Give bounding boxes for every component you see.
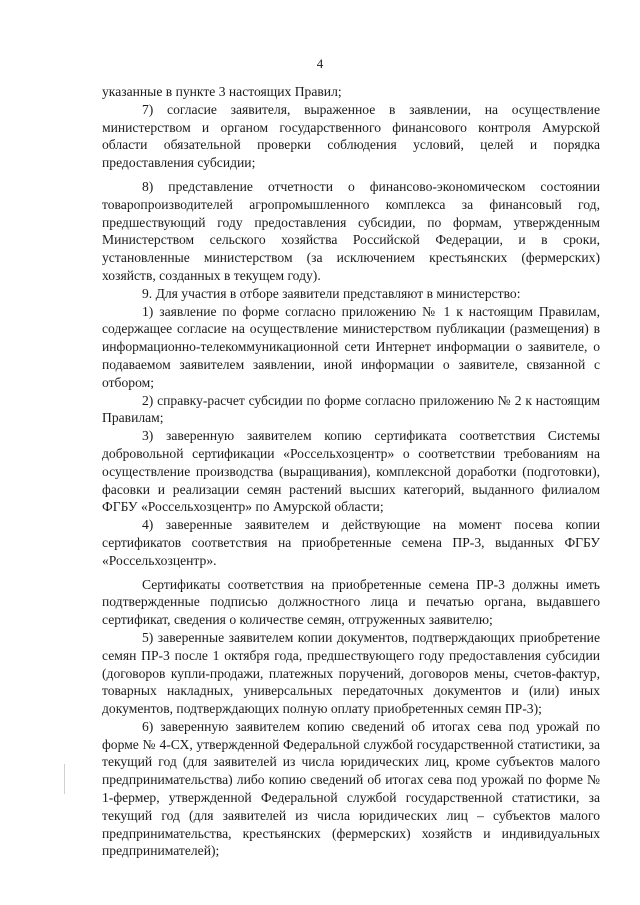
paragraph-subitem-6: 6) заверенную заявителем копию сведений об итогах сева под урожай по форме № 4-СХ, утвержденной Федеральной службой государственной статистики, за текущий год (для заявителей из числа юридических лиц, кроме субъектов малого предпринимательства) либо копию сведений об итогах сева под урожай по форме № 1-фермер, утвержденной Федеральной службой государственной статистики, за текущий год (для заявителей из числа юридических лиц – субъектов малого предпринимательства, крестьянских (фермерских) хозяйств и индивидуальных предпринимателей); [102,718,600,859]
paragraph-subitem-4: 4) заверенные заявителем и действующие на момент посева копии сертификатов соответствия на приобретенные семена ПР-3, выданных ФГБУ «Россельхозцентр». [102,517,600,568]
paragraph-subitem-3: 3) заверенную заявителем копию сертификата соответствия Системы добровольной сертификации «Россельхозцентр» о соответствии требованиям на осуществление производства (выращивания), комплексной доработки (подготовки), фасовки и реализации семян растений высших категорий, выданного филиалом ФГБУ «Россельхозцентр» по Амурской области; [102,428,600,515]
paragraph-subitem-5: 5) заверенные заявителем копии документов, подтверждающих приобретение семян ПР-3 после 1 октября года, предшествующего году предоставления субсидии (договоров купли-продажи, платежных поручений, договоров мены, счетов-фактур, товарных накладных, универсальных передаточных документов и (или) иных документов, подтверждающих полную оплату приобретенных семян ПР-3); [102,629,600,717]
paragraph-certificates-note: Сертификаты соответствия на приобретенные семена ПР-3 должны иметь подтвержденные подписью должностного лица и печатью органа, выдавшего сертификат, сведения о количестве семян, отгруженных заявителю; [102,576,600,628]
paragraph-item-8: 8) представление отчетности о финансово-экономическом состоянии товаропроизводителей агропромышленного комплекса за финансовый год, предшествующий году предоставления субсидии, по формам, утвержденным Министерством сельского хозяйства Российской Федерации, и в сроки, установленные министерством (за исключением крестьянских (фермерских) хозяйств, созданных в текущем году). [102,178,600,283]
document-body [102,83,600,860]
paragraph-continuation: указанные в пункте 3 настоящих Правил; [102,84,342,99]
paragraph-subitem-2: 2) справку-расчет субсидии по форме согласно приложению № 2 к настоящим Правилам; [102,392,600,426]
paragraph-subitem-1: 1) заявление по форме согласно приложению № 1 к настоящим Правилам, содержащее согласие на осуществление министерством публикации (размещения) в информационно-телекоммуникационной сети Интернет информации о заявителе, о подаваемом заявителем заявлении, иной информации о заявителе, связанной с отбором; [102,303,600,390]
scan-margin-mark [64,764,65,794]
paragraph-section-9: 9. Для участия в отборе заявители представляют в министерство: [142,285,521,301]
paragraph-item-7: 7) согласие заявителя, выраженное в заявлении, на осуществление министерством и органом государственного финансового контроля Амурской области обязательной проверки соблюдения условий, целей и порядка предоставления субсидии; [102,101,600,171]
page-number: 4 [316,56,324,71]
